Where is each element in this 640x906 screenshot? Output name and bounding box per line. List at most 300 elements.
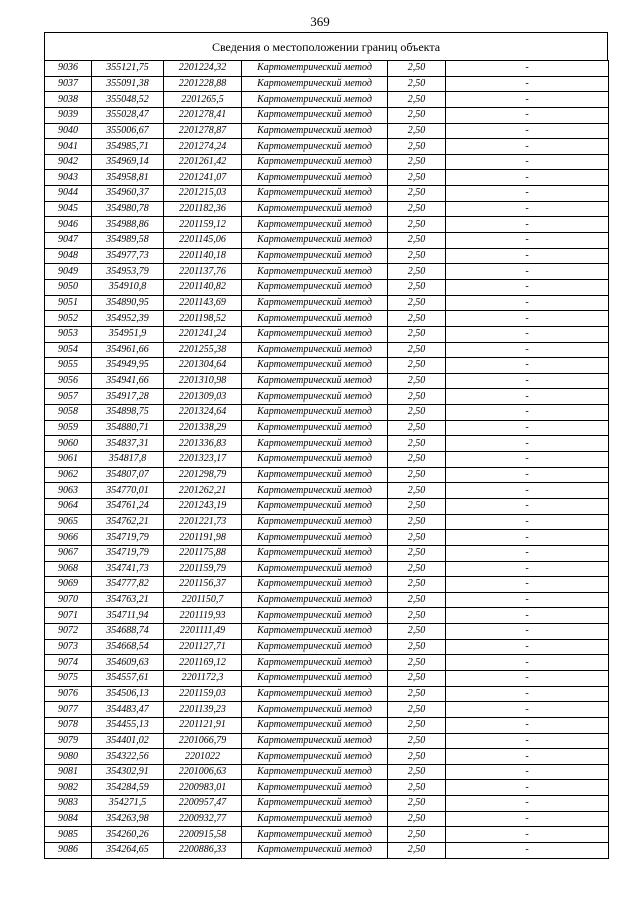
- table-row: [45, 61, 609, 77]
- x-coordinate-cell: 354960,37: [92, 186, 164, 202]
- x-coordinate-cell: 354958,81: [92, 170, 164, 186]
- table-row: [45, 811, 609, 827]
- y-coordinate-cell: 2201119,93: [164, 608, 242, 624]
- table-body: [45, 61, 609, 859]
- point-number-cell: 9048: [45, 248, 92, 264]
- y-coordinate-cell: 2201022: [164, 749, 242, 765]
- method-cell: Картометрический метод: [242, 452, 388, 468]
- accuracy-cell: 2,50: [388, 311, 446, 327]
- accuracy-cell: 2,50: [388, 107, 446, 123]
- accuracy-cell: 2,50: [388, 389, 446, 405]
- description-cell: -: [446, 796, 609, 812]
- y-coordinate-cell: 2201215,03: [164, 186, 242, 202]
- accuracy-cell: 2,50: [388, 483, 446, 499]
- method-cell: Картометрический метод: [242, 358, 388, 374]
- x-coordinate-cell: 354260,26: [92, 827, 164, 843]
- table-title: Сведения о местоположении границ объекта: [44, 32, 608, 60]
- point-number-cell: 9080: [45, 749, 92, 765]
- accuracy-cell: 2,50: [388, 373, 446, 389]
- x-coordinate-cell: 354264,65: [92, 843, 164, 859]
- description-cell: -: [446, 514, 609, 530]
- point-number-cell: 9055: [45, 358, 92, 374]
- table-row: [45, 279, 609, 295]
- method-cell: Картометрический метод: [242, 624, 388, 640]
- method-cell: Картометрический метод: [242, 436, 388, 452]
- point-number-cell: 9054: [45, 342, 92, 358]
- description-cell: -: [446, 76, 609, 92]
- point-number-cell: 9041: [45, 139, 92, 155]
- accuracy-cell: 2,50: [388, 639, 446, 655]
- x-coordinate-cell: 354770,01: [92, 483, 164, 499]
- y-coordinate-cell: 2201221,73: [164, 514, 242, 530]
- description-cell: -: [446, 342, 609, 358]
- table-row: [45, 561, 609, 577]
- point-number-cell: 9079: [45, 733, 92, 749]
- y-coordinate-cell: 2201198,52: [164, 311, 242, 327]
- point-number-cell: 9037: [45, 76, 92, 92]
- table-row: [45, 436, 609, 452]
- x-coordinate-cell: 354688,74: [92, 624, 164, 640]
- method-cell: Картометрический метод: [242, 92, 388, 108]
- accuracy-cell: 2,50: [388, 342, 446, 358]
- y-coordinate-cell: 2201137,76: [164, 264, 242, 280]
- description-cell: -: [446, 843, 609, 859]
- accuracy-cell: 2,50: [388, 186, 446, 202]
- accuracy-cell: 2,50: [388, 420, 446, 436]
- table-row: [45, 514, 609, 530]
- accuracy-cell: 2,50: [388, 405, 446, 421]
- y-coordinate-cell: 2201159,12: [164, 217, 242, 233]
- y-coordinate-cell: 2201006,63: [164, 764, 242, 780]
- method-cell: Картометрический метод: [242, 780, 388, 796]
- x-coordinate-cell: 354302,91: [92, 764, 164, 780]
- description-cell: -: [446, 530, 609, 546]
- method-cell: Картометрический метод: [242, 827, 388, 843]
- y-coordinate-cell: 2201336,83: [164, 436, 242, 452]
- table-row: [45, 217, 609, 233]
- description-cell: -: [446, 326, 609, 342]
- description-cell: -: [446, 608, 609, 624]
- table-row: [45, 248, 609, 264]
- description-cell: -: [446, 107, 609, 123]
- method-cell: Картометрический метод: [242, 639, 388, 655]
- accuracy-cell: 2,50: [388, 686, 446, 702]
- description-cell: -: [446, 764, 609, 780]
- x-coordinate-cell: 354988,86: [92, 217, 164, 233]
- y-coordinate-cell: 2200983,01: [164, 780, 242, 796]
- y-coordinate-cell: 2201310,98: [164, 373, 242, 389]
- y-coordinate-cell: 2200932,77: [164, 811, 242, 827]
- accuracy-cell: 2,50: [388, 436, 446, 452]
- point-number-cell: 9075: [45, 670, 92, 686]
- point-number-cell: 9052: [45, 311, 92, 327]
- accuracy-cell: 2,50: [388, 545, 446, 561]
- point-number-cell: 9056: [45, 373, 92, 389]
- table-row: [45, 545, 609, 561]
- table-row: [45, 702, 609, 718]
- y-coordinate-cell: 2201156,37: [164, 577, 242, 593]
- y-coordinate-cell: 2201262,21: [164, 483, 242, 499]
- y-coordinate-cell: 2201159,03: [164, 686, 242, 702]
- table-row: [45, 107, 609, 123]
- y-coordinate-cell: 2201228,88: [164, 76, 242, 92]
- description-cell: -: [446, 373, 609, 389]
- point-number-cell: 9044: [45, 186, 92, 202]
- x-coordinate-cell: 354917,28: [92, 389, 164, 405]
- method-cell: Картометрический метод: [242, 498, 388, 514]
- accuracy-cell: 2,50: [388, 170, 446, 186]
- method-cell: Картометрический метод: [242, 483, 388, 499]
- x-coordinate-cell: 354985,71: [92, 139, 164, 155]
- table-row: [45, 467, 609, 483]
- method-cell: Картометрический метод: [242, 811, 388, 827]
- description-cell: -: [446, 233, 609, 249]
- x-coordinate-cell: 354762,21: [92, 514, 164, 530]
- y-coordinate-cell: 2201172,3: [164, 670, 242, 686]
- method-cell: Картометрический метод: [242, 592, 388, 608]
- y-coordinate-cell: 2201140,18: [164, 248, 242, 264]
- description-cell: -: [446, 264, 609, 280]
- table-row: [45, 405, 609, 421]
- point-number-cell: 9060: [45, 436, 92, 452]
- accuracy-cell: 2,50: [388, 561, 446, 577]
- method-cell: Картометрический метод: [242, 608, 388, 624]
- y-coordinate-cell: 2201265,5: [164, 92, 242, 108]
- y-coordinate-cell: 2201127,71: [164, 639, 242, 655]
- y-coordinate-cell: 2201140,82: [164, 279, 242, 295]
- x-coordinate-cell: 354741,73: [92, 561, 164, 577]
- table-row: [45, 624, 609, 640]
- x-coordinate-cell: 355121,75: [92, 61, 164, 77]
- x-coordinate-cell: 354455,13: [92, 717, 164, 733]
- point-number-cell: 9078: [45, 717, 92, 733]
- table-row: [45, 139, 609, 155]
- point-number-cell: 9049: [45, 264, 92, 280]
- description-cell: -: [446, 139, 609, 155]
- point-number-cell: 9083: [45, 796, 92, 812]
- method-cell: Картометрический метод: [242, 764, 388, 780]
- y-coordinate-cell: 2201241,07: [164, 170, 242, 186]
- description-cell: -: [446, 811, 609, 827]
- x-coordinate-cell: 354977,73: [92, 248, 164, 264]
- accuracy-cell: 2,50: [388, 577, 446, 593]
- point-number-cell: 9050: [45, 279, 92, 295]
- description-cell: -: [446, 561, 609, 577]
- accuracy-cell: 2,50: [388, 201, 446, 217]
- point-number-cell: 9047: [45, 233, 92, 249]
- y-coordinate-cell: 2201255,38: [164, 342, 242, 358]
- description-cell: -: [446, 217, 609, 233]
- point-number-cell: 9077: [45, 702, 92, 718]
- x-coordinate-cell: 354941,66: [92, 373, 164, 389]
- y-coordinate-cell: 2201224,32: [164, 61, 242, 77]
- x-coordinate-cell: 354719,79: [92, 530, 164, 546]
- point-number-cell: 9081: [45, 764, 92, 780]
- description-cell: -: [446, 624, 609, 640]
- accuracy-cell: 2,50: [388, 608, 446, 624]
- y-coordinate-cell: 2201304,64: [164, 358, 242, 374]
- accuracy-cell: 2,50: [388, 92, 446, 108]
- x-coordinate-cell: 354483,47: [92, 702, 164, 718]
- method-cell: Картометрический метод: [242, 264, 388, 280]
- method-cell: Картометрический метод: [242, 717, 388, 733]
- x-coordinate-cell: 354880,71: [92, 420, 164, 436]
- table-row: [45, 498, 609, 514]
- method-cell: Картометрический метод: [242, 686, 388, 702]
- x-coordinate-cell: 354837,31: [92, 436, 164, 452]
- table-row: [45, 655, 609, 671]
- table-row: [45, 530, 609, 546]
- accuracy-cell: 2,50: [388, 61, 446, 77]
- accuracy-cell: 2,50: [388, 670, 446, 686]
- accuracy-cell: 2,50: [388, 248, 446, 264]
- table-row: [45, 123, 609, 139]
- description-cell: -: [446, 686, 609, 702]
- table-row: [45, 264, 609, 280]
- y-coordinate-cell: 2201278,41: [164, 107, 242, 123]
- point-number-cell: 9038: [45, 92, 92, 108]
- description-cell: -: [446, 577, 609, 593]
- method-cell: Картометрический метод: [242, 670, 388, 686]
- description-cell: -: [446, 749, 609, 765]
- table-row: [45, 201, 609, 217]
- accuracy-cell: 2,50: [388, 843, 446, 859]
- method-cell: Картометрический метод: [242, 405, 388, 421]
- method-cell: Картометрический метод: [242, 530, 388, 546]
- x-coordinate-cell: 354668,54: [92, 639, 164, 655]
- point-number-cell: 9066: [45, 530, 92, 546]
- x-coordinate-cell: 354969,14: [92, 154, 164, 170]
- accuracy-cell: 2,50: [388, 154, 446, 170]
- table-row: [45, 452, 609, 468]
- description-cell: -: [446, 670, 609, 686]
- accuracy-cell: 2,50: [388, 326, 446, 342]
- description-cell: -: [446, 295, 609, 311]
- y-coordinate-cell: 2201323,17: [164, 452, 242, 468]
- accuracy-cell: 2,50: [388, 717, 446, 733]
- table-row: [45, 686, 609, 702]
- y-coordinate-cell: 2201241,24: [164, 326, 242, 342]
- x-coordinate-cell: 354807,07: [92, 467, 164, 483]
- description-cell: -: [446, 358, 609, 374]
- description-cell: -: [446, 248, 609, 264]
- point-number-cell: 9070: [45, 592, 92, 608]
- table-row: [45, 154, 609, 170]
- table-row: [45, 483, 609, 499]
- accuracy-cell: 2,50: [388, 279, 446, 295]
- y-coordinate-cell: 2201298,79: [164, 467, 242, 483]
- point-number-cell: 9085: [45, 827, 92, 843]
- accuracy-cell: 2,50: [388, 233, 446, 249]
- accuracy-cell: 2,50: [388, 702, 446, 718]
- boundary-table-frame: [44, 32, 608, 859]
- point-number-cell: 9051: [45, 295, 92, 311]
- accuracy-cell: 2,50: [388, 655, 446, 671]
- table-row: [45, 420, 609, 436]
- method-cell: Картометрический метод: [242, 373, 388, 389]
- y-coordinate-cell: 2201066,79: [164, 733, 242, 749]
- description-cell: -: [446, 311, 609, 327]
- x-coordinate-cell: 354761,24: [92, 498, 164, 514]
- x-coordinate-cell: 354951,9: [92, 326, 164, 342]
- table-row: [45, 827, 609, 843]
- y-coordinate-cell: 2201338,29: [164, 420, 242, 436]
- method-cell: Картометрический метод: [242, 107, 388, 123]
- method-cell: Картометрический метод: [242, 702, 388, 718]
- y-coordinate-cell: 2201309,03: [164, 389, 242, 405]
- method-cell: Картометрический метод: [242, 796, 388, 812]
- method-cell: Картометрический метод: [242, 279, 388, 295]
- x-coordinate-cell: 354506,13: [92, 686, 164, 702]
- x-coordinate-cell: 354763,21: [92, 592, 164, 608]
- table-row: [45, 717, 609, 733]
- table-row: [45, 749, 609, 765]
- point-number-cell: 9039: [45, 107, 92, 123]
- accuracy-cell: 2,50: [388, 217, 446, 233]
- y-coordinate-cell: 2201324,64: [164, 405, 242, 421]
- table-row: [45, 311, 609, 327]
- accuracy-cell: 2,50: [388, 467, 446, 483]
- x-coordinate-cell: 354817,8: [92, 452, 164, 468]
- point-number-cell: 9059: [45, 420, 92, 436]
- description-cell: -: [446, 780, 609, 796]
- y-coordinate-cell: 2200957,47: [164, 796, 242, 812]
- x-coordinate-cell: 355028,47: [92, 107, 164, 123]
- x-coordinate-cell: 354898,75: [92, 405, 164, 421]
- x-coordinate-cell: 354322,56: [92, 749, 164, 765]
- table-row: [45, 92, 609, 108]
- point-number-cell: 9045: [45, 201, 92, 217]
- table-row: [45, 843, 609, 859]
- point-number-cell: 9065: [45, 514, 92, 530]
- description-cell: -: [446, 154, 609, 170]
- y-coordinate-cell: 2201175,88: [164, 545, 242, 561]
- description-cell: -: [446, 827, 609, 843]
- description-cell: -: [446, 170, 609, 186]
- accuracy-cell: 2,50: [388, 780, 446, 796]
- method-cell: Картометрический метод: [242, 561, 388, 577]
- table-row: [45, 389, 609, 405]
- description-cell: -: [446, 420, 609, 436]
- method-cell: Картометрический метод: [242, 389, 388, 405]
- accuracy-cell: 2,50: [388, 139, 446, 155]
- x-coordinate-cell: 354719,79: [92, 545, 164, 561]
- method-cell: Картометрический метод: [242, 467, 388, 483]
- point-number-cell: 9043: [45, 170, 92, 186]
- accuracy-cell: 2,50: [388, 764, 446, 780]
- description-cell: -: [446, 201, 609, 217]
- x-coordinate-cell: 354910,8: [92, 279, 164, 295]
- y-coordinate-cell: 2201261,42: [164, 154, 242, 170]
- accuracy-cell: 2,50: [388, 530, 446, 546]
- table-row: [45, 733, 609, 749]
- y-coordinate-cell: 2201121,91: [164, 717, 242, 733]
- y-coordinate-cell: 2201143,69: [164, 295, 242, 311]
- accuracy-cell: 2,50: [388, 592, 446, 608]
- method-cell: Картометрический метод: [242, 170, 388, 186]
- accuracy-cell: 2,50: [388, 811, 446, 827]
- method-cell: Картометрический метод: [242, 749, 388, 765]
- point-number-cell: 9071: [45, 608, 92, 624]
- y-coordinate-cell: 2201191,98: [164, 530, 242, 546]
- method-cell: Картометрический метод: [242, 154, 388, 170]
- description-cell: -: [446, 61, 609, 77]
- method-cell: Картометрический метод: [242, 139, 388, 155]
- point-number-cell: 9046: [45, 217, 92, 233]
- table-row: [45, 295, 609, 311]
- table-row: [45, 373, 609, 389]
- method-cell: Картометрический метод: [242, 420, 388, 436]
- method-cell: Картометрический метод: [242, 233, 388, 249]
- accuracy-cell: 2,50: [388, 733, 446, 749]
- method-cell: Картометрический метод: [242, 76, 388, 92]
- description-cell: -: [446, 186, 609, 202]
- x-coordinate-cell: 354401,02: [92, 733, 164, 749]
- table-row: [45, 608, 609, 624]
- table-row: [45, 592, 609, 608]
- boundary-points-table: [44, 60, 609, 859]
- description-cell: -: [446, 483, 609, 499]
- x-coordinate-cell: 354953,79: [92, 264, 164, 280]
- point-number-cell: 9067: [45, 545, 92, 561]
- description-cell: -: [446, 655, 609, 671]
- method-cell: Картометрический метод: [242, 201, 388, 217]
- description-cell: -: [446, 436, 609, 452]
- table-row: [45, 764, 609, 780]
- x-coordinate-cell: 354890,95: [92, 295, 164, 311]
- description-cell: -: [446, 92, 609, 108]
- method-cell: Картометрический метод: [242, 248, 388, 264]
- x-coordinate-cell: 355006,67: [92, 123, 164, 139]
- description-cell: -: [446, 639, 609, 655]
- method-cell: Картометрический метод: [242, 217, 388, 233]
- x-coordinate-cell: 354263,98: [92, 811, 164, 827]
- y-coordinate-cell: 2201159,79: [164, 561, 242, 577]
- method-cell: Картометрический метод: [242, 342, 388, 358]
- accuracy-cell: 2,50: [388, 827, 446, 843]
- x-coordinate-cell: 354284,59: [92, 780, 164, 796]
- point-number-cell: 9040: [45, 123, 92, 139]
- accuracy-cell: 2,50: [388, 76, 446, 92]
- x-coordinate-cell: 355048,52: [92, 92, 164, 108]
- point-number-cell: 9062: [45, 467, 92, 483]
- method-cell: Картометрический метод: [242, 843, 388, 859]
- accuracy-cell: 2,50: [388, 749, 446, 765]
- accuracy-cell: 2,50: [388, 358, 446, 374]
- point-number-cell: 9053: [45, 326, 92, 342]
- accuracy-cell: 2,50: [388, 796, 446, 812]
- x-coordinate-cell: 354949,95: [92, 358, 164, 374]
- x-coordinate-cell: 354961,66: [92, 342, 164, 358]
- point-number-cell: 9068: [45, 561, 92, 577]
- point-number-cell: 9061: [45, 452, 92, 468]
- method-cell: Картометрический метод: [242, 186, 388, 202]
- y-coordinate-cell: 2201243,19: [164, 498, 242, 514]
- description-cell: -: [446, 733, 609, 749]
- point-number-cell: 9082: [45, 780, 92, 796]
- method-cell: Картометрический метод: [242, 61, 388, 77]
- point-number-cell: 9072: [45, 624, 92, 640]
- point-number-cell: 9058: [45, 405, 92, 421]
- method-cell: Картометрический метод: [242, 123, 388, 139]
- table-row: [45, 76, 609, 92]
- point-number-cell: 9069: [45, 577, 92, 593]
- accuracy-cell: 2,50: [388, 624, 446, 640]
- x-coordinate-cell: 354711,94: [92, 608, 164, 624]
- description-cell: -: [446, 592, 609, 608]
- x-coordinate-cell: 354777,82: [92, 577, 164, 593]
- description-cell: -: [446, 467, 609, 483]
